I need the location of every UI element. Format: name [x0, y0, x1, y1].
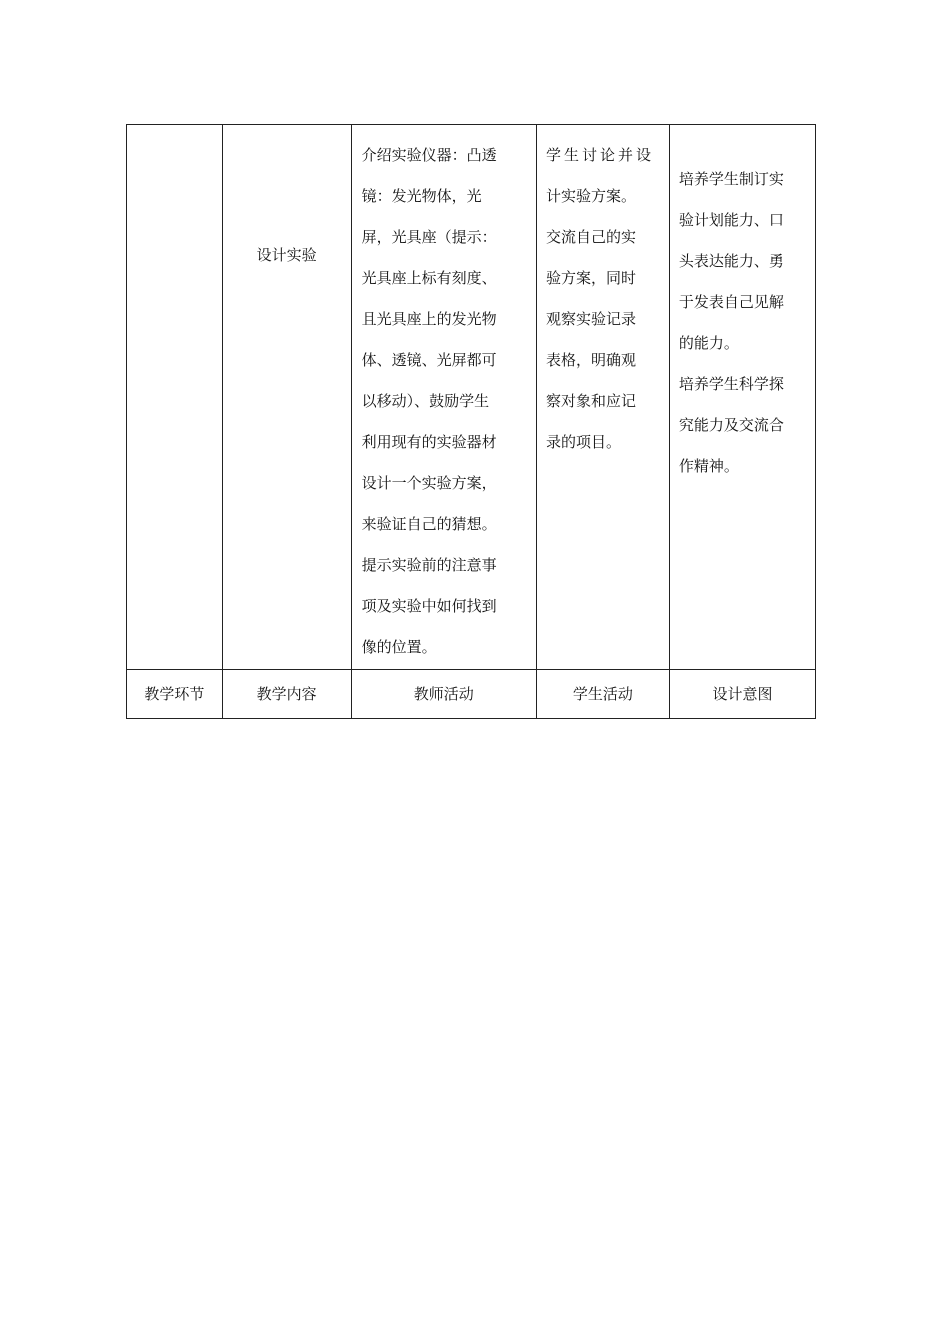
student-activity-cell: [536, 125, 669, 670]
intent-line: 于发表自己见解: [678, 293, 784, 311]
design-intent-cell: [669, 125, 815, 670]
student-line: 表格，明确观: [545, 351, 636, 369]
header-cell-teacher-activity: 教师活动: [351, 670, 536, 719]
teacher-line: 光具座上标有刻度、: [361, 269, 497, 287]
student-line: 察对象和应记: [545, 392, 636, 410]
teacher-line: 镜：发光物体，光: [361, 187, 482, 205]
table-row: [127, 125, 816, 670]
intent-line: 头表达能力、勇: [678, 252, 784, 270]
student-line: 交流自己的实: [545, 228, 636, 246]
header-cell-student-activity: 学生活动: [536, 670, 669, 719]
lesson-plan-table: [126, 124, 816, 719]
header-cell-content: 教学内容: [222, 670, 351, 719]
student-line: 学生讨论并设: [545, 146, 654, 164]
intent-line: 作精神。: [678, 457, 739, 475]
teacher-activity-text: [352, 125, 536, 668]
student-activity-text: [537, 125, 669, 463]
student-line: 计实验方案。: [545, 187, 636, 205]
teacher-line: 体、透镜、光屏都可: [361, 351, 497, 369]
teacher-line: 提示实验前的注意事: [361, 556, 497, 574]
teacher-line: 利用现有的实验器材: [361, 433, 497, 451]
teacher-line: 且光具座上的发光物: [361, 310, 497, 328]
intent-line: 究能力及交流合: [678, 416, 784, 434]
teacher-line: 设计一个实验方案，: [361, 474, 497, 492]
intent-line: 验计划能力、口: [678, 211, 784, 229]
section-cell: [127, 125, 223, 670]
teacher-line: 像的位置。: [361, 638, 437, 656]
student-line: 录的项目。: [545, 433, 621, 451]
teacher-line: 介绍实验仪器：凸透: [361, 146, 497, 164]
table-header-row: [127, 670, 816, 719]
teacher-line: 项及实验中如何找到: [361, 597, 497, 615]
teacher-line: 来验证自己的猜想。: [361, 515, 497, 533]
content-text: 设计实验: [256, 246, 317, 264]
intent-line: 培养学生制订实: [678, 170, 784, 188]
student-line: 观察实验记录: [545, 310, 636, 328]
design-intent-text: [670, 125, 815, 487]
content-cell: [222, 125, 351, 670]
teacher-activity-cell: [351, 125, 536, 670]
teacher-line: 以移动）、鼓励学生: [361, 392, 490, 410]
student-line: 验方案，同时: [545, 269, 636, 287]
header-cell-design-intent: 设计意图: [669, 670, 815, 719]
intent-line: 培养学生科学探: [678, 375, 784, 393]
header-cell-section: 教学环节: [127, 670, 223, 719]
teacher-line: 屏，光具座（提示：: [361, 228, 497, 246]
intent-line: 的能力。: [678, 334, 739, 352]
